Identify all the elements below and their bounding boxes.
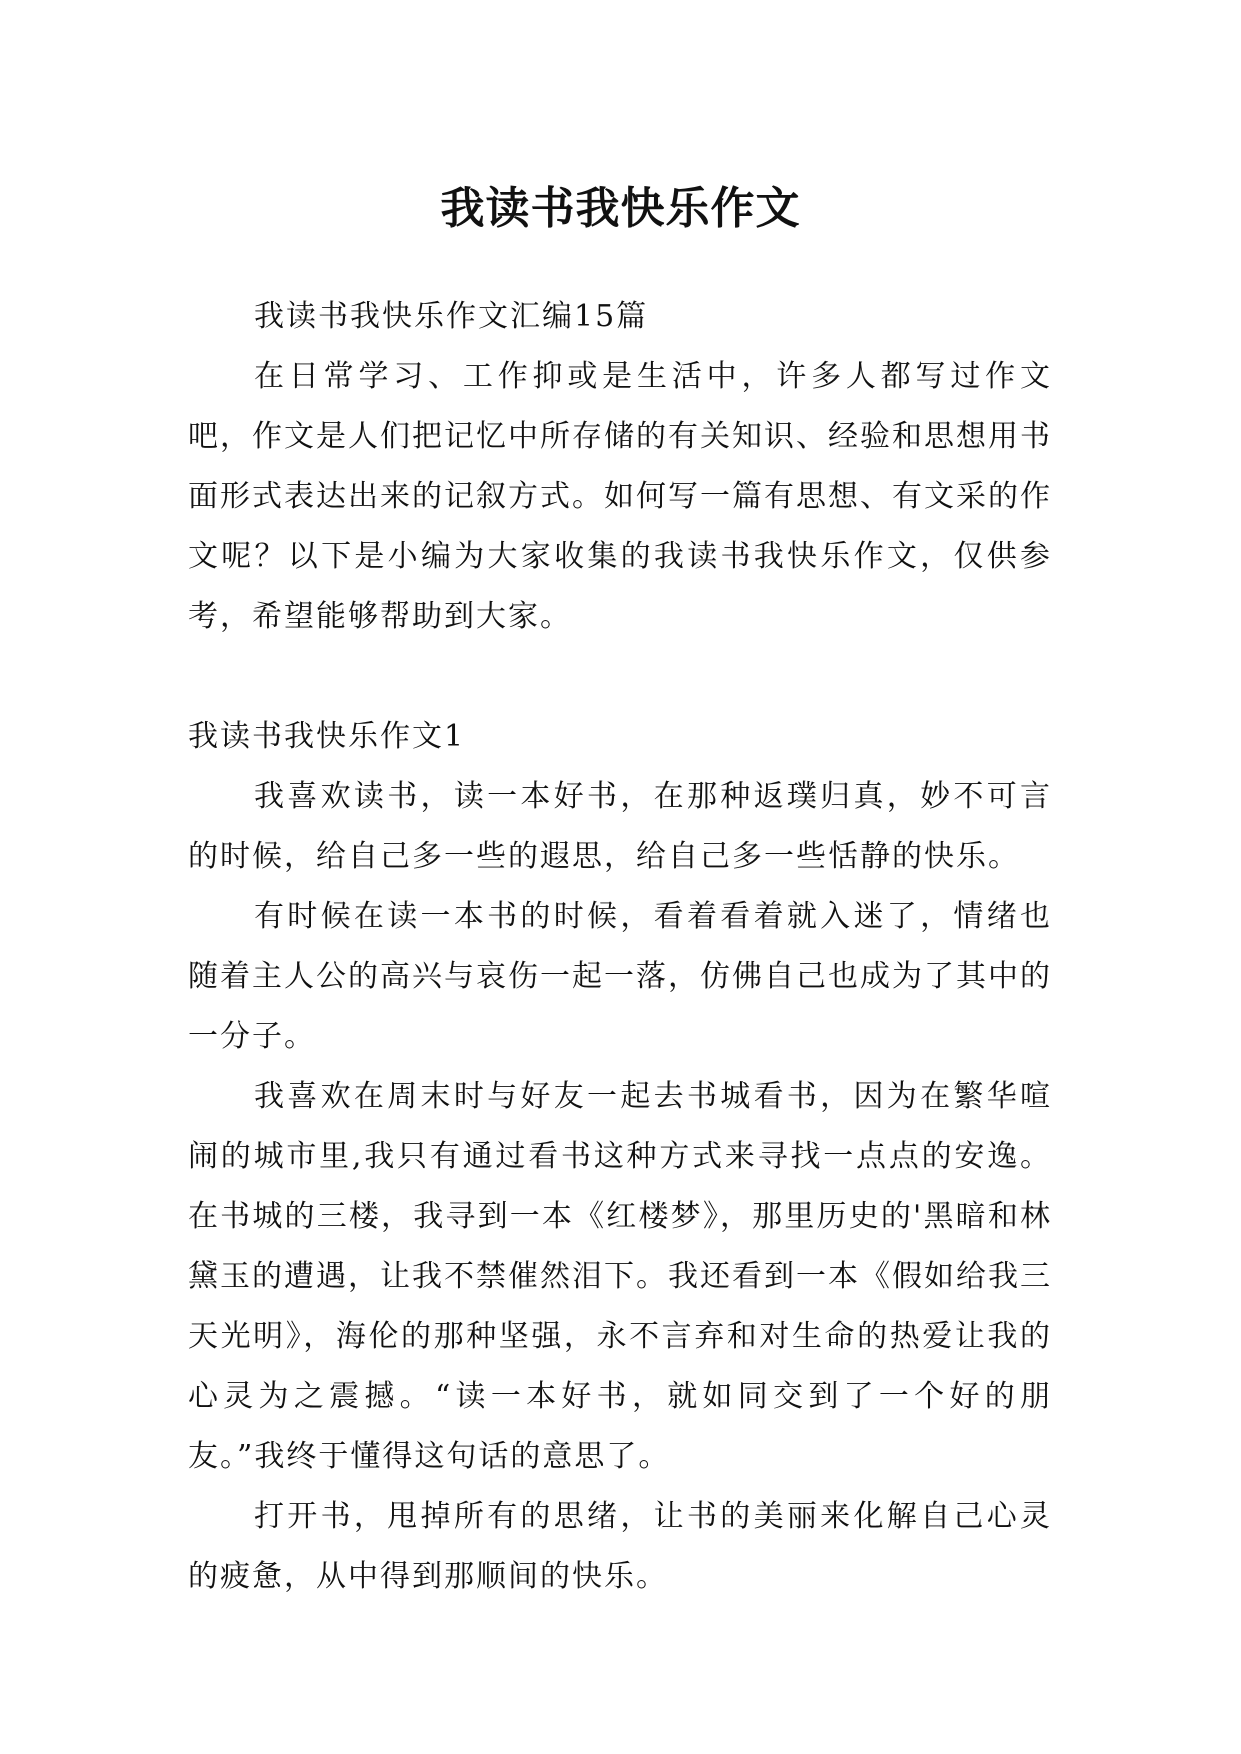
- section-heading: 我读书我快乐作文1: [188, 719, 466, 754]
- body-paragraph: 有时候在读一本书的时候，看着看着就入迷了，情绪也随着主人公的高兴与哀伤一起一落，仿佛自己也成为了其中的一分子。: [188, 899, 1052, 1054]
- section-spacer: [188, 647, 1052, 707]
- body-paragraph: 打开书，甩掉所有的思绪，让书的美丽来化解自己心灵的疲惫，从中得到那顺间的快乐。: [188, 1499, 1052, 1594]
- document-title: 我读书我快乐作文: [440, 183, 801, 235]
- intro-paragraph: 在日常学习、工作抑或是生活中，许多人都写过作文吧，作文是人们把记忆中所存储的有关知识、经验和思想用书面形式表达出来的记叙方式。如何写一篇有思想、有文采的作文呢？以下是小编为大家收集的我读书我快乐作文，仅供参考，希望能够帮助到大家。: [188, 359, 1052, 634]
- document-body: [188, 287, 1052, 1607]
- body-paragraph: 我喜欢在周末时与好友一起去书城看书，因为在繁华喧闹的城市里,我只有通过看书这种方式来寻找一点点的安逸。在书城的三楼，我寻到一本《红楼梦》，那里历史的'黑暗和林黛玉的遭遇，让我不禁催然泪下。我还看到一本《假如给我三天光明》，海伦的那种坚强，永不言弃和对生命的热爱让我的心灵为之震撼。“读一本好书，就如同交到了一个好的朋友。”我终于懂得这句话的意思了。: [188, 1079, 1052, 1474]
- intro-subtitle: 我读书我快乐作文汇编15篇: [254, 299, 649, 334]
- body-paragraph: 我喜欢读书，读一本好书，在那种返璞归真，妙不可言的时候，给自己多一些的遐思，给自己多一些恬静的快乐。: [188, 779, 1052, 874]
